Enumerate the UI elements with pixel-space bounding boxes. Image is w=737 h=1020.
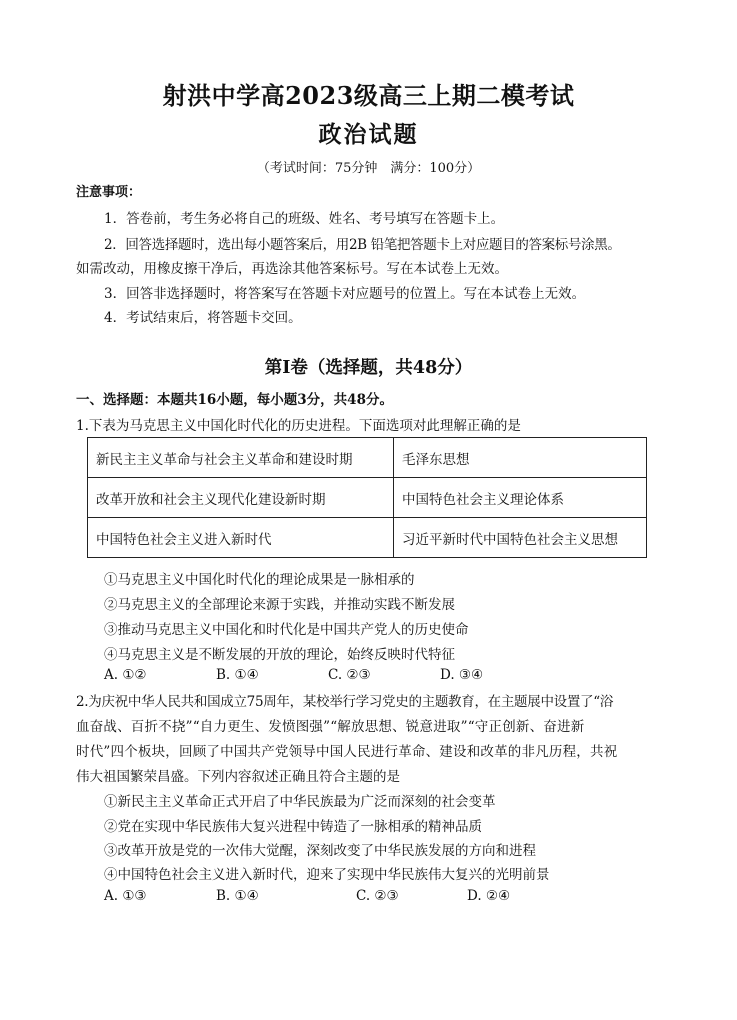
subject-title: 政治试题 — [318, 121, 419, 148]
q2-option-d[interactable]: D. ②④ — [467, 888, 511, 904]
exam-meta: （考试时间：75分钟 满分：100分） — [256, 161, 481, 176]
table-row — [88, 438, 647, 478]
section-instruction: 一、选择题：本题共16小题，每小题3分，共48分。 — [76, 392, 393, 408]
q2-statement-3: ③改革开放是党的一次伟大觉醒，深刻改变了中华民族发展的方向和进程 — [104, 843, 536, 859]
q2-option-c[interactable]: C. ②③ — [356, 888, 399, 904]
q2-statement-4: ④中国特色社会主义进入新时代，迎来了实现中华民族伟大复兴的光明前景 — [104, 867, 550, 883]
q1-option-c[interactable]: C. ②③ — [328, 667, 371, 683]
notice-line-2-cont: 如需改动，用橡皮擦干净后，再选涂其他答案标号。写在本试卷上无效。 — [76, 261, 508, 277]
q2-stem-line-4: 伟大祖国繁荣昌盛。下列内容叙述正确且符合主题的是 — [76, 769, 400, 785]
q2-statement-2: ②党在实现中华民族伟大复兴进程中铸造了一脉相承的精神品质 — [104, 819, 482, 835]
q2-stem-line-3: 时代”四个板块，回顾了中国共产党领导中国人民进行革命、建设和改革的非凡历程，共祝 — [76, 744, 618, 760]
notice-line-3: 3．回答非选择题时，将答案写在答题卡对应题号的位置上。写在本试卷上无效。 — [104, 286, 586, 302]
section-title: 第Ⅰ卷（选择题，共48分） — [264, 358, 473, 378]
q1-stem: 1.下表为马克思主义中国化时代化的历史进程。下面选项对此理解正确的是 — [76, 418, 521, 434]
q1-statement-4: ④马克思主义是不断发展的开放的理论，始终反映时代特征 — [104, 647, 455, 663]
q1-option-b[interactable]: B. ①④ — [216, 667, 259, 683]
table-cell: 改革开放和社会主义现代化建设新时期 — [88, 478, 394, 518]
table-cell: 习近平新时代中国特色社会主义思想 — [394, 518, 647, 558]
table-cell: 新民主主义革命与社会主义革命和建设时期 — [88, 438, 394, 478]
q1-statement-3: ③推动马克思主义中国化和时代化是中国共产党人的历史使命 — [104, 622, 469, 638]
table-row — [88, 478, 647, 518]
notice-heading: 注意事项： — [76, 185, 142, 200]
table-cell: 中国特色社会主义进入新时代 — [88, 518, 394, 558]
notice-line-2: 2．回答选择题时，选出每小题答案后，用2B 铅笔把答题卡上对应题目的答案标号涂黑。 — [104, 237, 621, 253]
q2-statement-1: ①新民主主义革命正式开启了中华民族最为广泛而深刻的社会变革 — [104, 794, 496, 810]
table-cell: 毛泽东思想 — [394, 438, 647, 478]
notice-line-4: 4．考试结束后，将答题卡交回。 — [104, 310, 302, 326]
q1-table — [87, 437, 647, 558]
q1-option-a[interactable]: A. ①② — [104, 667, 147, 683]
table-row — [88, 518, 647, 558]
q1-statement-1: ①马克思主义中国化时代化的理论成果是一脉相承的 — [104, 572, 415, 588]
q2-option-b[interactable]: B. ①④ — [216, 888, 259, 904]
notice-line-1: 1．答卷前，考生务必将自己的班级、姓名、考号填写在答题卡上。 — [104, 211, 505, 227]
q2-option-a[interactable]: A. ①③ — [104, 888, 147, 904]
table-cell: 中国特色社会主义理论体系 — [394, 478, 647, 518]
q2-stem-line-2: 血奋战、百折不挠”“自力更生、发愤图强”“解放思想、锐意进取”“守正创新、奋进新 — [76, 719, 585, 735]
q1-statement-2: ②马克思主义的全部理论来源于实践，并推动实践不断发展 — [104, 597, 455, 613]
q2-stem-line-1: 2.为庆祝中华人民共和国成立75周年，某校举行学习党史的主题教育，在主题展中设置了“浴 — [76, 694, 614, 710]
q1-option-d[interactable]: D. ③④ — [440, 667, 484, 683]
exam-title: 射洪中学高2023级高三上期二模考试 — [162, 81, 575, 110]
